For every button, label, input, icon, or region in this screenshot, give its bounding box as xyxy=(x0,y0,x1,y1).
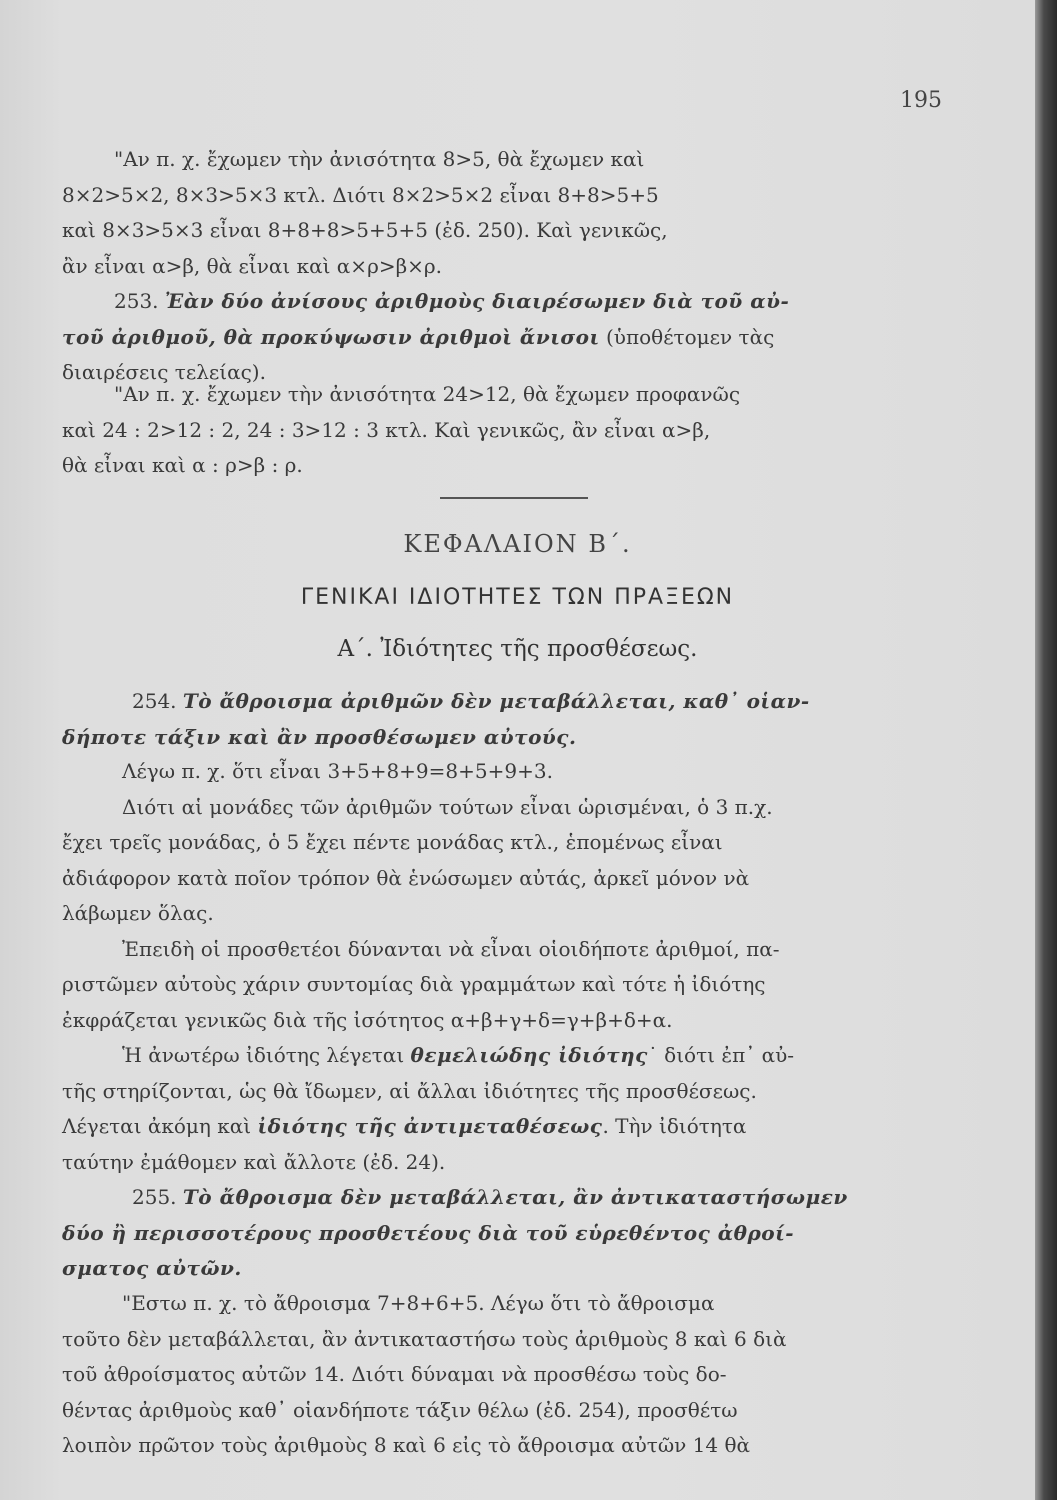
theorem-text: δήποτε τάξιν καὶ ἂν προσθέσωμεν αὐτούς. xyxy=(62,724,577,749)
paragraph-255-proof xyxy=(62,1286,947,1464)
text-line: ἂν εἶναι α>β, θὰ εἶναι καὶ α×ρ>β×ρ. xyxy=(62,253,443,278)
text-line xyxy=(62,1109,947,1145)
text-span: ˙ διότι ἐπ᾽ αὐ- xyxy=(647,1043,795,1067)
text-line: θέντας ἀριθμοὺς καθ᾽ οἱανδήποτε τάξιν θέλω (ἐδ. 254), προσθέτω xyxy=(62,1397,738,1422)
text-line: "Εστω π. χ. τὸ ἄθροισμα 7+8+6+5. Λέγω ὅτι τὸ ἄθροισμα xyxy=(122,1291,715,1315)
text-line: ἀδιάφορον κατὰ ποῖον τρόπον θὰ ἑνώσωμεν αὐτάς, ἀρκεῖ μόνον νὰ xyxy=(62,865,750,890)
page-number: 195 xyxy=(900,88,942,113)
theorem-text: δύο ἢ περισσοτέρους προσθετέους διὰ τοῦ εὑρεθέντος ἀθροί- xyxy=(62,1220,795,1245)
text-line xyxy=(62,720,947,756)
text-line xyxy=(62,1180,947,1216)
text-line: λοιπὸν πρῶτον τοὺς ἀριθμοὺς 8 καὶ 6 εἰς τὸ ἄθροισμα αὐτῶν 14 θὰ xyxy=(62,1433,751,1457)
section-number: 253. xyxy=(114,289,159,313)
section-number: 255. xyxy=(132,1185,177,1209)
theorem-text: Ἐὰν δύο ἀνίσους ἀριθμοὺς διαιρέσωμεν διὰ τοῦ αὐ- xyxy=(164,289,790,313)
text-span: (ὑποθέτομεν τὰς xyxy=(606,324,775,349)
text-line: τῆς στηρίζονται, ὡς θὰ ἴδωμεν, αἱ ἄλλαι ἰδιότητες τῆς προσθέσεως. xyxy=(62,1078,757,1103)
section-254 xyxy=(62,684,947,755)
theorem-text: Τὸ ἄθροισμα δὲν μεταβάλλεται, ἂν ἀντικαταστήσωμεν xyxy=(182,1185,848,1209)
page-edge-shadow xyxy=(1035,0,1057,1500)
text-line: Διότι αἱ μονάδες τῶν ἀριθμῶν τούτων εἶναι ὡρισμέναι, ὁ 3 π.χ. xyxy=(122,794,773,819)
text-line: καὶ 24 : 2>12 : 2, 24 : 3>12 : 3 κτλ. Καὶ γενικῶς, ἂν εἶναι α>β, xyxy=(62,417,711,442)
text-line xyxy=(62,1216,947,1252)
text-line: ἔχει τρεῖς μονάδας, ὁ 5 ἔχει πέντε μονάδας κτλ., ἑπομένως εἶναι xyxy=(62,830,723,854)
chapter-heading: ΚΕΦΑΛΑΙΟΝ Β΄. xyxy=(403,530,632,558)
subsection-heading: Α΄. Ἰδιότητες τῆς προσθέσεως. xyxy=(337,636,698,662)
text-line: Ἐπειδὴ οἱ προσθετέοι δύνανται νὰ εἶναι οἱοιδήποτε ἀριθμοί, πα- xyxy=(122,936,780,961)
theorem-text: σματος αὐτῶν. xyxy=(62,1256,242,1280)
text-span: . Τὴν ἰδιότητα xyxy=(602,1114,747,1138)
text-span: Ἡ ἀνωτέρω ἰδιότης λέγεται xyxy=(122,1043,405,1067)
separator-rule xyxy=(440,497,588,499)
text-span: Λέγεται ἀκόμη καὶ xyxy=(62,1114,252,1138)
paragraph-basic-property xyxy=(62,1038,947,1180)
section-253 xyxy=(62,284,947,391)
text-line: ἐκφράζεται γενικῶς διὰ τῆς ἰσότητος α+β+γ+δ=γ+β+δ+α. xyxy=(62,1007,673,1032)
text-line: ριστῶμεν αὐτοὺς χάριν συντομίας διὰ γραμμάτων καὶ τότε ἡ ἰδιότης xyxy=(62,972,766,996)
section-255 xyxy=(62,1180,947,1287)
theorem-text: τοῦ ἀριθμοῦ, θὰ προκύψωσιν ἀριθμοὶ ἄνισοι xyxy=(62,324,600,349)
text-line: θὰ εἶναι καὶ α : ρ>β : ρ. xyxy=(62,453,303,477)
text-line: διαιρέσεις τελείας). xyxy=(62,360,266,384)
text-line: "Αν π. χ. ἔχωμεν τὴν ἀνισότητα 24>12, θὰ ἔχωμεν προφανῶς xyxy=(114,382,741,406)
term-fundamental-property: θεμελιώδης ἰδιότης xyxy=(410,1043,648,1067)
text-line xyxy=(62,1251,947,1287)
paragraph-254-proof xyxy=(62,754,947,1038)
section-heading: ΓΕΝΙΚΑΙ ΙΔΙΟΤΗΤΕΣ ΤΩΝ ΠΡΑΞΕΩΝ xyxy=(300,585,735,610)
text-line: τοῦ ἀθροίσματος αὐτῶν 14. Διότι δύναμαι νὰ προσθέσω τοὺς δο- xyxy=(62,1362,727,1386)
theorem-text: Τὸ ἄθροισμα ἀριθμῶν δὲν μεταβάλλεται, καθ᾽ οἱαν- xyxy=(182,689,810,713)
paragraph-253-example xyxy=(62,377,947,484)
text-line xyxy=(62,1038,947,1074)
text-line: Λέγω π. χ. ὅτι εἶναι 3+5+8+9=8+5+9+3. xyxy=(122,759,553,783)
text-line xyxy=(62,320,947,356)
section-number: 254. xyxy=(132,689,177,713)
text-line xyxy=(62,684,947,720)
term-commutative-property: ἰδιότης τῆς ἀντιμεταθέσεως xyxy=(257,1114,603,1138)
text-line: 8×2>5×2, 8×3>5×3 κτλ. Διότι 8×2>5×2 εἶναι 8+8>5+5 xyxy=(62,182,659,207)
text-line: τοῦτο δὲν μεταβάλλεται, ἂν ἀντικαταστήσω τοὺς ἀριθμοὺς 8 καὶ 6 διὰ xyxy=(62,1326,787,1351)
text-line: καὶ 8×3>5×3 εἶναι 8+8+8>5+5+5 (ἐδ. 250). Καὶ γενικῶς, xyxy=(62,218,668,242)
text-line: λάβωμεν ὅλας. xyxy=(62,901,214,925)
text-line: "Αν π. χ. ἔχωμεν τὴν ἀνισότητα 8>5, θὰ ἔχωμεν καὶ xyxy=(114,147,645,171)
paragraph-252-example xyxy=(62,142,947,284)
text-line: ταύτην ἐμάθομεν καὶ ἄλλοτε (ἐδ. 24). xyxy=(62,1149,446,1174)
text-line xyxy=(62,284,947,320)
